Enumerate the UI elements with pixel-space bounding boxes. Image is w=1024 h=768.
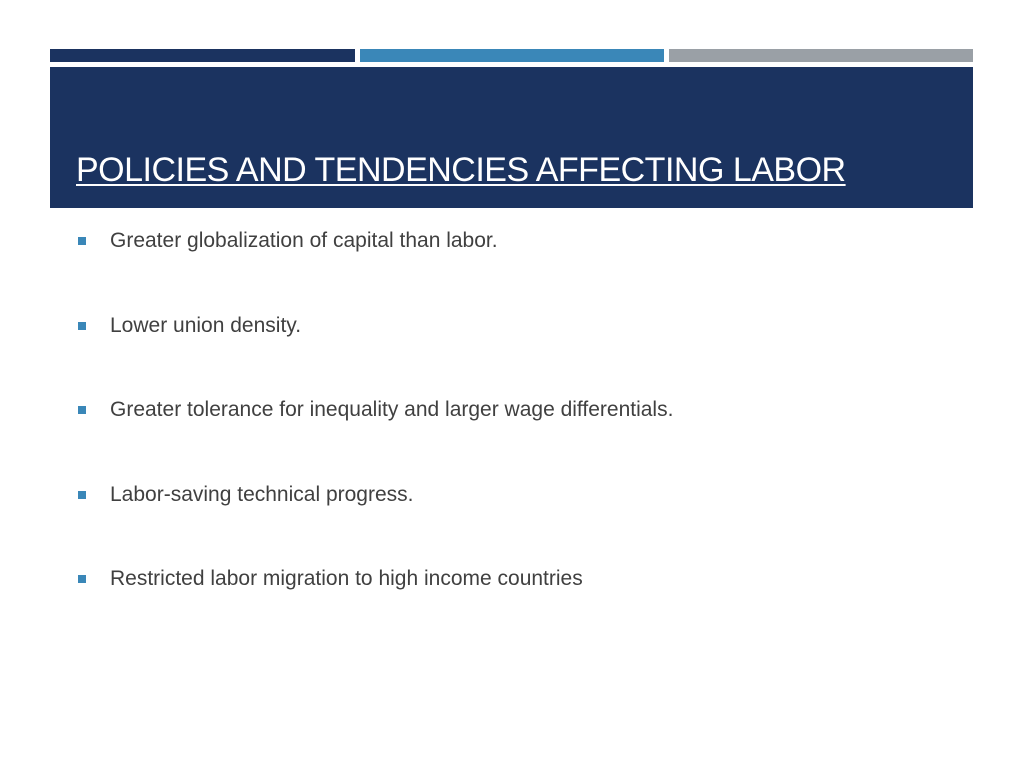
list-item — [78, 310, 958, 342]
list-item — [78, 225, 958, 257]
bullet-text: Lower union density. — [110, 313, 302, 337]
list-item — [78, 479, 958, 511]
square-bullet-icon — [78, 491, 86, 499]
accent-bar-gray — [669, 49, 973, 62]
list-item — [78, 394, 958, 426]
bullet-text: Labor-saving technical progress. — [110, 482, 414, 506]
title-band — [50, 67, 973, 208]
list-item — [78, 563, 958, 595]
slide-title: POLICIES AND TENDENCIES AFFECTING LABOR — [76, 151, 846, 189]
square-bullet-icon — [78, 322, 86, 330]
square-bullet-icon — [78, 237, 86, 245]
bullet-text: Greater globalization of capital than labor. — [110, 229, 498, 252]
square-bullet-icon — [78, 406, 86, 414]
bullet-text: Restricted labor migration to high income countries — [110, 567, 583, 590]
bullet-text: Greater tolerance for inequality and larger wage differentials. — [110, 398, 674, 421]
accent-bar-blue — [360, 49, 664, 62]
bullet-list — [78, 225, 958, 648]
square-bullet-icon — [78, 575, 86, 583]
accent-bar-navy — [50, 49, 355, 62]
